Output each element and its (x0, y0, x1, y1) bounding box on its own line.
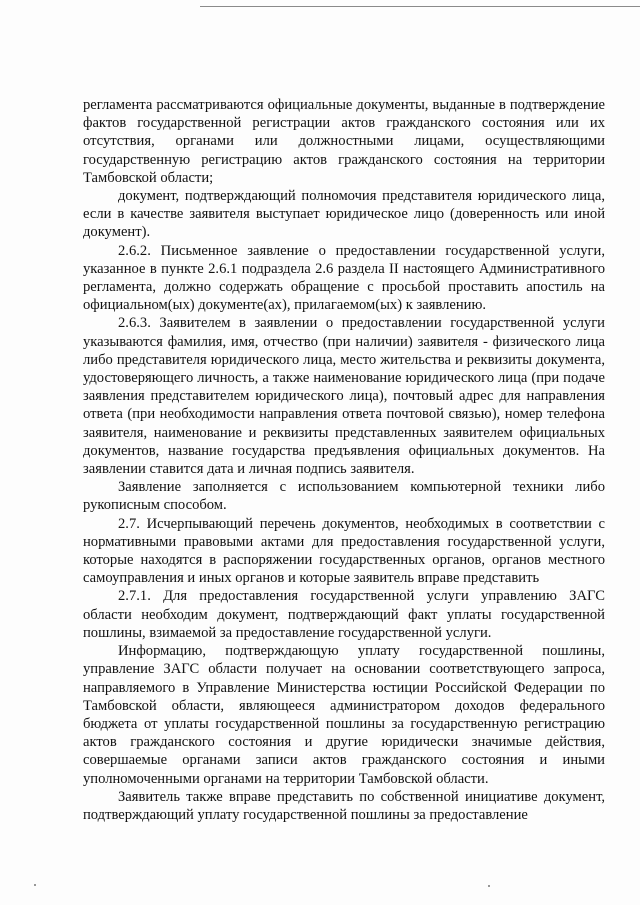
scan-speck (34, 884, 36, 886)
document-body (83, 96, 605, 824)
paragraph-3: 2.6.2. Письменное заявление о предоставлении государственной услуги, указанное в пункте 2.6.1 подраздела 2.6 раздела II настоящего Административного регламента, должно содержать обращение с просьбой проставить апостиль на официальном(ых) документе(ах), прилагаемом(ых) к заявлению. (83, 242, 605, 314)
paragraph-6: 2.7. Исчерпывающий перечень документов, необходимых в соответствии с нормативными правовыми актами для предоставления государственной услуги, которые находятся в распоряжении государственных органов, органов местного самоуправления и иных органов и которые заявитель вправе представить (83, 515, 605, 587)
paragraph-4: 2.6.3. Заявителем в заявлении о предоставлении государственной услуги указываются фамилия, имя, отчество (при наличии) заявителя - физического лица либо представителя юридического лица, место жительства и реквизиты документа, удостоверяющего личность, а также наименование юридического лица (при подаче заявления представителем юридического лица), почтовый адрес для направления ответа (при необходимости направления ответа почтовой связью), номер телефона заявителя, наименование и реквизиты представленных заявителем официальных документов, название государства предъявления официальных документов. На заявлении ставится дата и личная подпись заявителя. (83, 315, 605, 478)
scan-speck (488, 885, 490, 887)
paragraph-2: документ, подтверждающий полномочия представителя юридического лица, если в качестве заявителя выступает юридическое лицо (доверенность или иной документ). (83, 188, 605, 241)
paragraph-1: регламента рассматриваются официальные документы, выданные в подтверждение фактов государственной регистрации актов гражданского состояния или их отсутствия, органами или должностными лицами, осуществляющими государственную регистрацию актов гражданского состояния на территории Тамбовской области; (83, 97, 605, 186)
paragraph-5: Заявление заполняется с использованием компьютерной техники либо рукописным способом. (83, 479, 605, 514)
paragraph-8: Информацию, подтверждающую уплату государственной пошлины, управление ЗАГС области получает на основании соответствующего запроса, направляемого в Управление Министерства юстиции Российской Федерации по Тамбовской области, являющееся администратором доходов федерального бюджета от уплаты государственной пошлины за государственную регистрацию актов гражданского состояния и другие юридически значимые действия, совершаемые органами записи актов гражданского состояния и иными уполномоченными органами на территории Тамбовской области. (83, 643, 605, 787)
paragraph-7: 2.7.1. Для предоставления государственной услуги управлению ЗАГС области необходим документ, подтверждающий факт уплаты государственной пошлины, взимаемой за предоставление государственной услуги. (83, 588, 605, 641)
top-scan-line (200, 6, 640, 7)
paragraph-9: Заявитель также вправе представить по собственной инициативе документ, подтверждающий уплату государственной пошлины за предоставление (83, 788, 605, 823)
